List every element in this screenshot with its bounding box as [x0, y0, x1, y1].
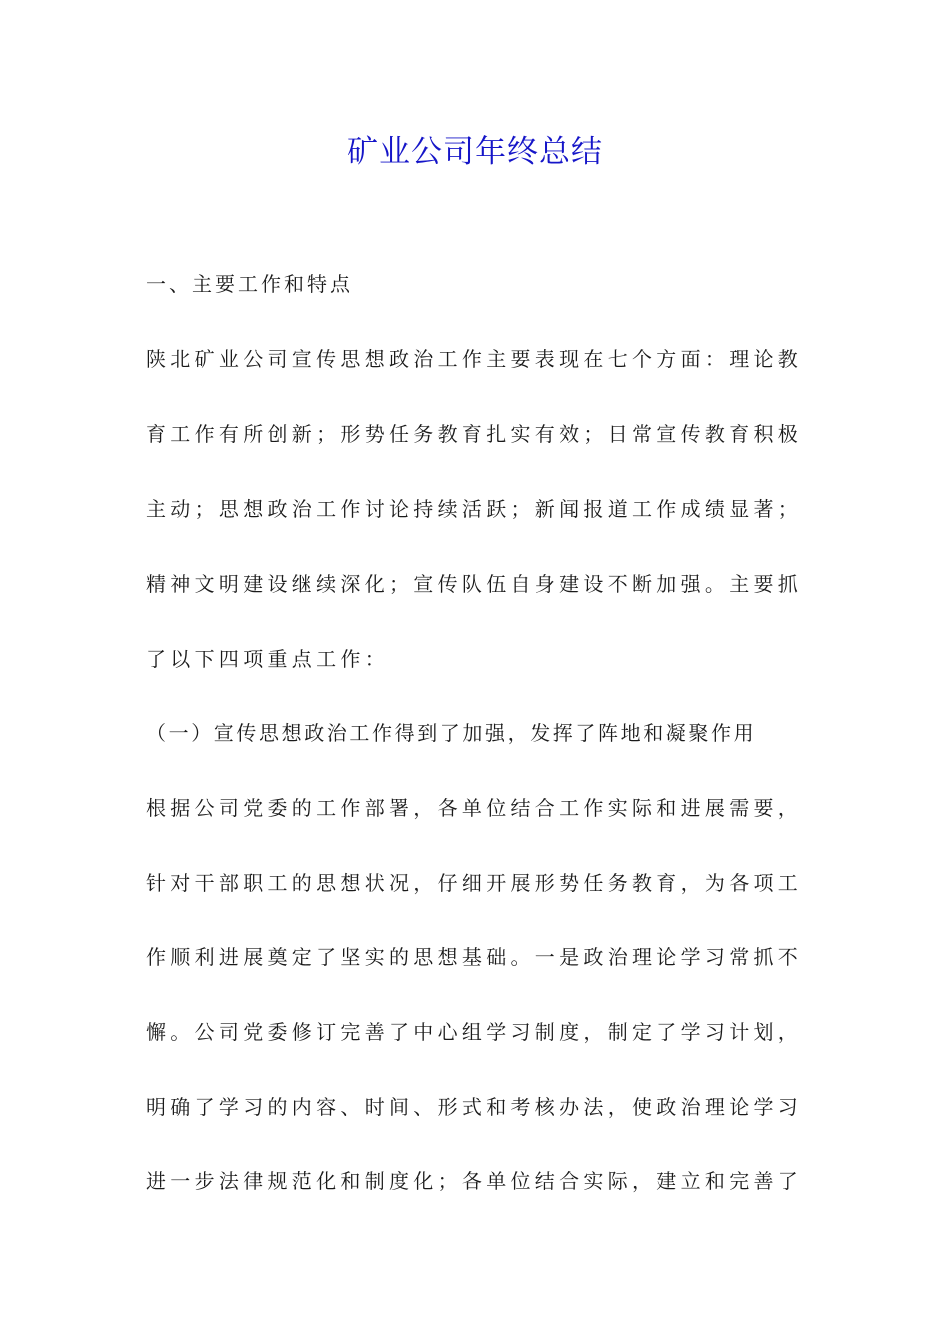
paragraph-line: 懈。公司党委修订完善了中心组学习制度，制定了学习计划， [146, 1020, 803, 1044]
subheading: （一）宣传思想政治工作得到了加强，发挥了阵地和凝聚作用 [146, 721, 757, 745]
paragraph-line: 陕北矿业公司宣传思想政治工作主要表现在七个方面：理论教 [146, 347, 803, 371]
paragraph-line: 针对干部职工的思想状况，仔细开展形势任务教育，为各项工 [146, 871, 803, 895]
paragraph-line: 根据公司党委的工作部署，各单位结合工作实际和进展需要， [146, 796, 803, 820]
paragraph-line: 进一步法律规范化和制度化；各单位结合实际，建立和完善了 [146, 1169, 803, 1193]
paragraph-line: 明确了学习的内容、时间、形式和考核办法，使政治理论学习 [146, 1095, 803, 1119]
paragraph-line: 主动；思想政治工作讨论持续活跃；新闻报道工作成绩显著； [146, 497, 803, 521]
paragraph-line: 了以下四项重点工作： [146, 647, 389, 671]
paragraph-line: 精神文明建设继续深化；宣传队伍自身建设不断加强。主要抓 [146, 572, 803, 596]
paragraph-line: 育工作有所创新；形势任务教育扎实有效；日常宣传教育积极 [146, 422, 803, 446]
paragraph-line: 作顺利进展奠定了坚实的思想基础。一是政治理论学习常抓不 [146, 945, 803, 969]
section-heading: 一、主要工作和特点 [146, 272, 353, 296]
document-title: 矿业公司年终总结 [347, 134, 603, 170]
